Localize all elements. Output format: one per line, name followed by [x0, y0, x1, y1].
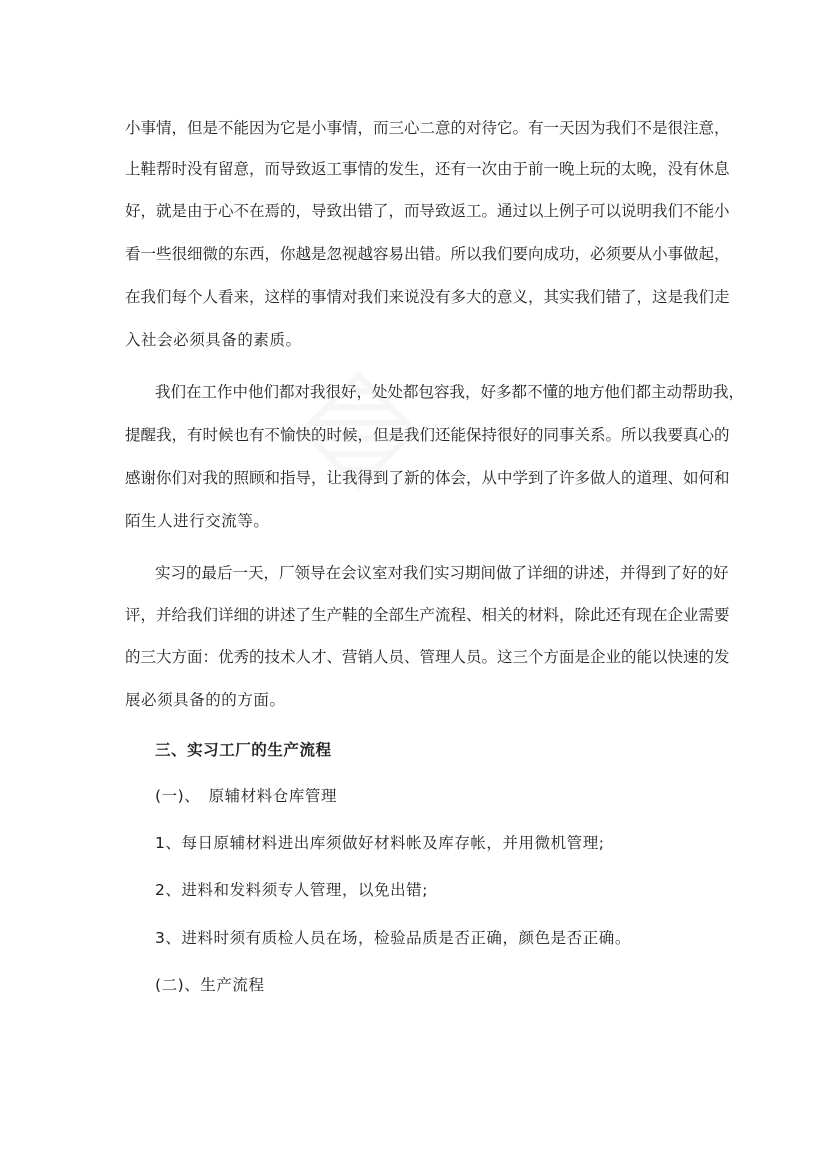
list-item: 3、进料时须有质检人员在场，检验品质是否正确，颜色是否正确。	[155, 929, 631, 947]
paragraph-3-line-4: 展必须具备的的方面。	[125, 691, 286, 709]
paragraph-1-line-3: 好，就是由于心不在焉的，导致出错了，而导致返工。通过以上例子可以说明我们不能小	[125, 202, 730, 220]
section-heading: 三、实习工厂的生产流程	[155, 741, 332, 759]
paragraph-3-line-1: 实习的最后一天，厂领导在会议室对我们实习期间做了详细的讲述，并得到了好的好	[155, 564, 729, 582]
paragraph-1-line-1: 小事情，但是不能因为它是小事情，而三心二意的对待它。有一天因为我们不是很注意，	[125, 119, 730, 137]
paragraph-2-line-2: 提醒我，有时候也有不愉快的时候，但是我们还能保持很好的同事关系。所以我要真心的	[125, 426, 730, 444]
paragraph-2-line-3: 感谢你们对我的照顾和指导，让我得到了新的体会，从中学到了许多做人的道理、如何和	[125, 469, 730, 487]
subsection-2-heading: (二)、生产流程	[155, 976, 265, 994]
list-item: 1、每日原辅材料进出库须做好材料帐及库存帐，并用微机管理;	[155, 834, 605, 852]
subsection-1-heading: (一)、 原辅材料仓库管理	[155, 787, 337, 805]
paragraph-2-line-1: 我们在工作中他们都对我很好，处处都包容我，好多都不懂的地方他们都主动帮助我，	[155, 383, 745, 401]
paragraph-1-line-2: 上鞋帮时没有留意，而导致返工事情的发生，还有一次由于前一晚上玩的太晚，没有休息	[125, 160, 730, 178]
paragraph-1-line-5: 在我们每个人看来，这样的事情对我们来说没有多大的意义，其实我们错了，这是我们走	[125, 288, 730, 306]
paragraph-2-line-4: 陌生人进行交流等。	[125, 512, 270, 530]
list-item: 2、进料和发料须专人管理，以免出错;	[155, 881, 428, 899]
paragraph-3-line-3: 的三大方面：优秀的技术人才、营销人员、管理人员。这三个方面是企业的能以快速的发	[125, 648, 730, 666]
paragraph-1-line-6: 入社会必须具备的素质。	[125, 331, 302, 349]
paragraph-3-line-2: 评，并给我们详细的讲述了生产鞋的全部生产流程、相关的材料，除此还有现在企业需要	[125, 606, 730, 624]
paragraph-1-line-4: 看一些很细微的东西，你越是忽视越容易出错。所以我们要向成功，必须要从小事做起，	[125, 245, 730, 263]
